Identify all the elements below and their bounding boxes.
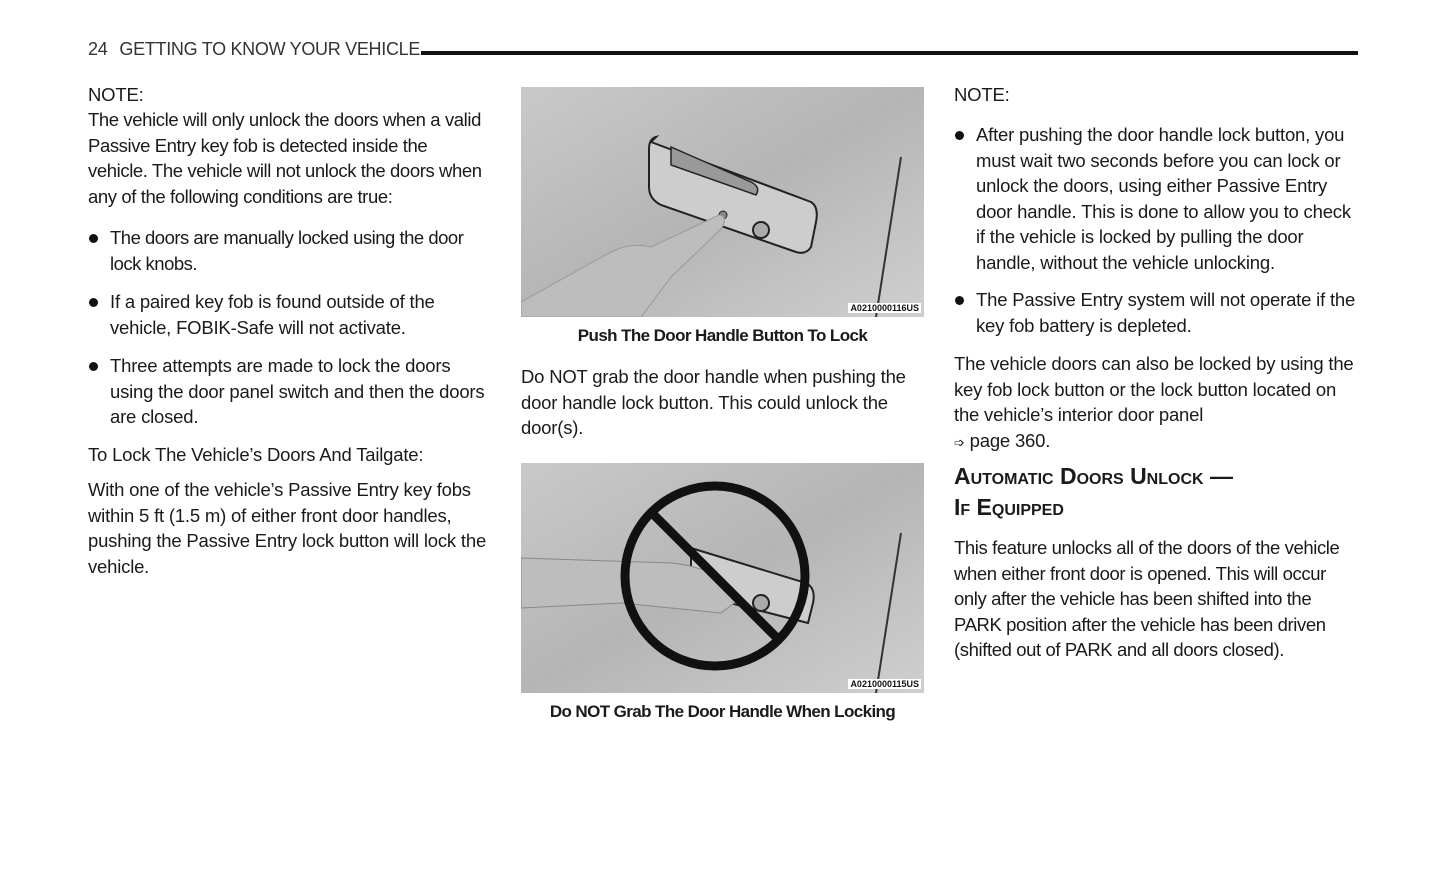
body-text (954, 351, 1354, 455)
door-handle-grab-illustration (521, 463, 924, 693)
figure-caption: Push The Door Handle Button To Lock (577, 326, 868, 345)
figure-caption: Do NOT Grab The Door Handle When Locking (549, 702, 896, 721)
bullet-item: If a paired key fob is found outside of the vehicle, FOBIK-Safe will not activate. (88, 289, 490, 340)
bullet-item: After pushing the door handle lock button, you must wait two seconds before you can lock or unlock the doors, using either Passive Entry door handle. This is done to allow you to check if the vehicle is locked by pulling the door handle, without the vehicle unlocking. (954, 122, 1356, 275)
figure-code: A0210000116US (850, 303, 919, 313)
heading-line: If Equipped (954, 494, 1064, 520)
bullet-item: The doors are manually locked using the door lock knobs. (88, 225, 495, 276)
figure-push-button (521, 87, 924, 317)
door-handle-push-illustration (521, 87, 924, 317)
section-heading (954, 461, 1233, 523)
page-number: 24 (88, 39, 108, 59)
figure-do-not-grab (521, 463, 924, 693)
bullet-item: The Passive Entry system will not operate if the key fob battery is depleted. (954, 287, 1356, 338)
bullet-item: Three attempts are made to lock the doors using the door panel switch and then the doors are closed. (88, 353, 490, 430)
subheading: To Lock The Vehicle’s Doors And Tailgate: (88, 444, 424, 465)
note-text: The vehicle will only unlock the doors when a valid Passive Entry key fob is detected inside the vehicle. The vehicle will not unlock the doors when any of the following conditions are true: (88, 109, 482, 207)
body-text: This feature unlocks all of the doors of the vehicle when either front door is opened. This will occur only after the vehicle has been shifted into the PARK position after the vehicle has been driven (shifted out of PARK and all doors closed). (954, 537, 1340, 660)
page-header (88, 39, 420, 60)
figure-code: A0210000115US (850, 679, 919, 689)
body-text: Do NOT grab the door handle when pushing the door handle lock button. This could unlock the door(s). (521, 366, 906, 438)
page-ref-link[interactable]: page 360. (969, 429, 1051, 451)
note-label: NOTE: (88, 84, 144, 105)
body-text-main: The vehicle doors can also be locked by using the key fob lock button or the lock button located on the vehicle’s interior door panel (954, 353, 1354, 425)
heading-line: Automatic Doors Unlock — (954, 463, 1233, 489)
section-title: GETTING TO KNOW YOUR VEHICLE (119, 39, 421, 59)
note-label: NOTE: (954, 84, 1010, 105)
page-ref-arrow-icon: ➩ (954, 434, 965, 450)
header-rule (421, 51, 1358, 55)
body-text: With one of the vehicle’s Passive Entry key fobs within 5 ft (1.5 m) of either front door handles, pushing the Passive Entry lock button will lock the vehicle. (88, 479, 487, 577)
